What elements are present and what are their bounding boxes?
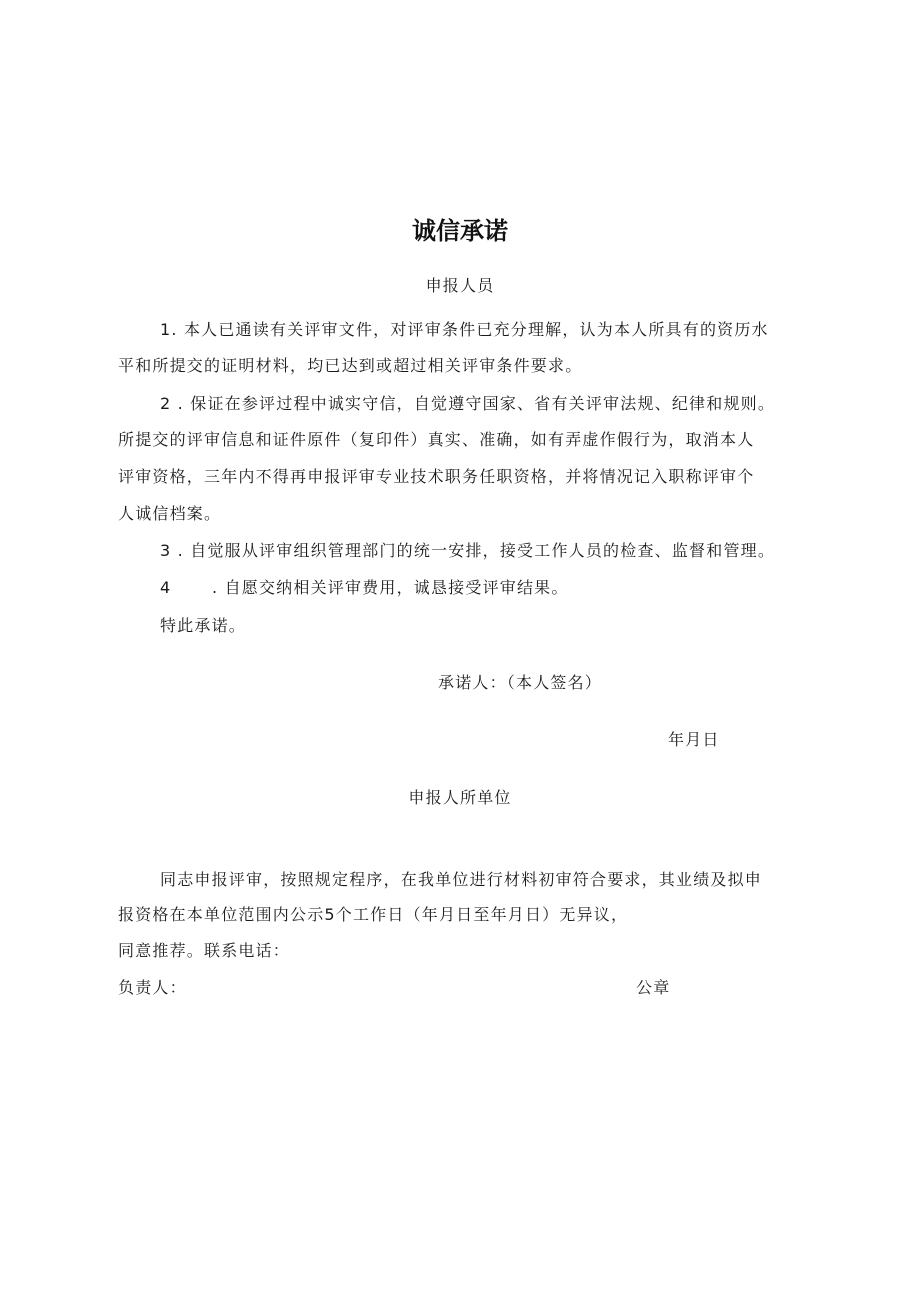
closing-statement: 特此承诺。 (160, 616, 247, 635)
official-seal-label: 公章 (636, 978, 671, 997)
unit-line-2: 报资格在本单位范围内公示5个工作日（年月日至年月日）无异议， (118, 905, 629, 924)
unit-section-heading: 申报人所单位 (408, 788, 512, 807)
unit-line-1: 同志申报评审，按照规定程序，在我单位进行材料初审符合要求，其业绩及拟申 (160, 870, 763, 889)
clause-2-line-1: 2 . 保证在参评过程中诚实守信，自觉遵守国家、省有关评审法规、纪律和规则。 (160, 394, 776, 413)
clause-2-line-4: 人诚信档案。 (118, 504, 222, 523)
clause-3-line-1: 3 . 自觉服从评审组织管理部门的统一安排，接受工作人员的检查、监督和管理。 (160, 541, 776, 560)
unit-line-3: 同意推荐。联系电话： (118, 941, 291, 960)
document-title: 诚信承诺 (412, 217, 508, 245)
signature-line: 承诺人：（本人签名） (438, 673, 603, 692)
clause-4-text: . 自愿交纳相关评审费用，诚恳接受评审结果。 (212, 578, 569, 597)
clause-1-line-1: 1. 本人已通读有关评审文件，对评审条件已充分理解，认为本人所具有的资历水 (160, 320, 769, 339)
date-line: 年月日 (668, 730, 720, 749)
clause-2-line-3: 评审资格，三年内不得再申报评审专业技术职务任职资格，并将情况记入职称评审个 (118, 467, 755, 486)
clause-2-line-2: 所提交的评审信息和证件原件（复印件）真实、准确，如有弄虚作假行为，取消本人 (118, 430, 755, 449)
clause-1-line-2: 平和所提交的证明材料，均已达到或超过相关评审条件要求。 (118, 356, 583, 375)
clause-4-number: 4 (160, 578, 172, 597)
responsible-person-label: 负责人： (118, 978, 187, 997)
applicant-section-heading: 申报人员 (425, 276, 495, 295)
